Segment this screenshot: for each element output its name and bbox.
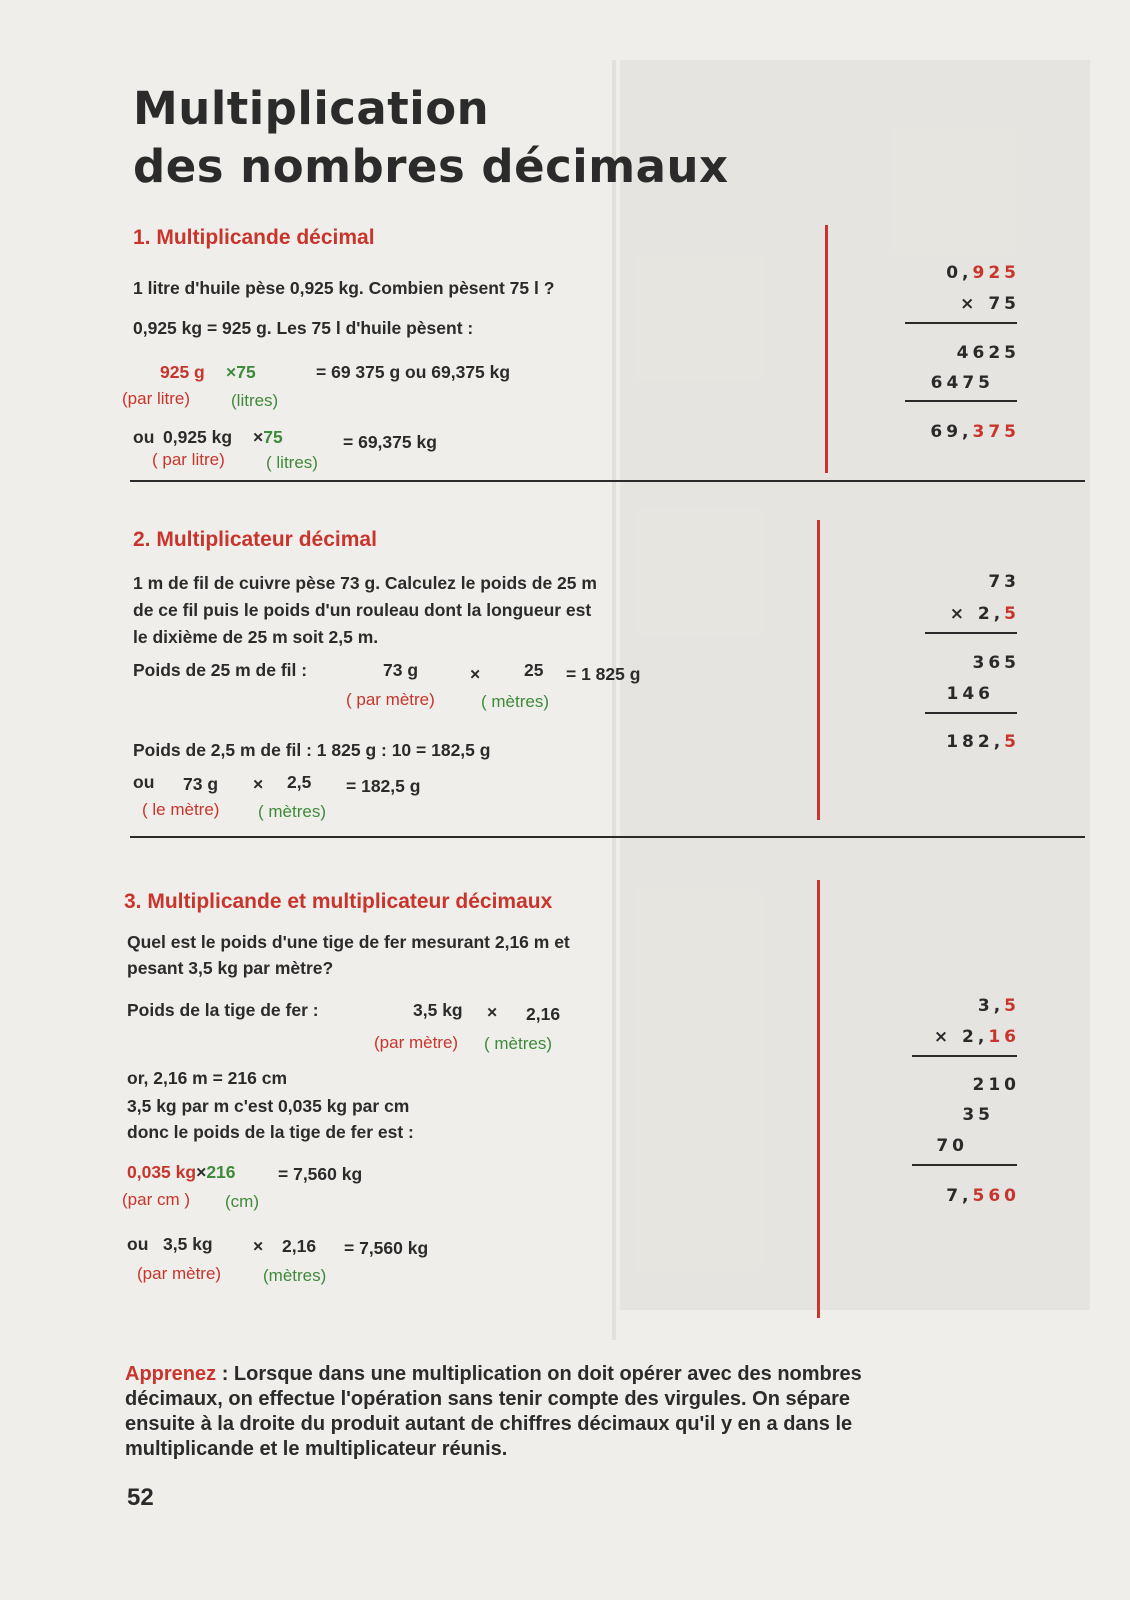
s3-e2-ou: ou (127, 1234, 149, 1254)
s1-e1-label-a: (par litre) (122, 389, 191, 408)
s1-calc-multiplier: × 75 (960, 294, 1020, 314)
s2-calc-product: 182,5 (946, 732, 1020, 752)
page-title-line1: Multiplication (133, 82, 490, 135)
s3-l1-label-a: (par mètre) (374, 1033, 459, 1052)
s2-divider-red (817, 520, 820, 820)
s1-calc-line1 (905, 322, 1017, 324)
s2-line2: Poids de 2,5 m de fil : 1 825 g : 10 = 182,5 g (133, 740, 491, 760)
s2-l3-result: = 182,5 g (346, 776, 421, 796)
s2-l3-label-b: ( mètres) (258, 802, 326, 821)
s3-e2-a: 3,5 kg (163, 1234, 213, 1254)
s2-l1-label-a: ( par mètre) (346, 690, 435, 709)
binding-shadow (612, 60, 616, 1340)
s2-l3-ou: ou (133, 772, 155, 792)
s3-l1-label-b: ( mètres) (484, 1034, 552, 1053)
s3-calc-line1 (912, 1055, 1017, 1057)
s1-divider-red (825, 225, 828, 473)
s1-question: 1 litre d'huile pèse 0,925 kg. Combien pèsent 75 l ? (133, 278, 555, 298)
s1-e2-result: = 69,375 kg (343, 432, 437, 452)
s3-problem-line1: Quel est le poids d'une tige de fer mesurant 2,16 m et (127, 932, 570, 952)
s1-e2-ou: ou (133, 427, 155, 447)
s3-calc-product: 7,560 (946, 1186, 1020, 1206)
s3-calc-partial3: 70 (936, 1136, 968, 1156)
s1-calc-line2 (905, 400, 1017, 402)
s1-e1-op-b: ×75 (226, 362, 256, 382)
section2-heading: 2. Multiplicateur décimal (133, 528, 377, 551)
s3-l1-op: × (487, 1002, 498, 1022)
rule-line2: décimaux, on effectue l'opération sans tenir compte des virgules. On sépare (125, 1388, 850, 1410)
s3-conversion-line: 3,5 kg par m c'est 0,035 kg par cm (127, 1096, 410, 1116)
s2-l1-op: × (470, 664, 481, 684)
s2-l1-lead: Poids de 25 m de fil : (133, 660, 308, 680)
s3-or-line: or, 2,16 m = 216 cm (127, 1068, 288, 1088)
s1-e1-label-b: (litres) (231, 391, 279, 410)
s3-l1-a: 3,5 kg (413, 1000, 463, 1020)
s3-calc-partial2: 35 (962, 1105, 994, 1125)
s1-statement: 0,925 kg = 925 g. Les 75 l d'huile pèsent : (133, 318, 474, 338)
s3-calc-line2 (912, 1164, 1017, 1166)
page-title-line2: des nombres décimaux (133, 140, 729, 193)
s2-calc-multiplicand: 73 (988, 572, 1020, 592)
s2-calc-partial2: 146 (946, 684, 994, 704)
s3-calc-multiplicand: 3,5 (977, 996, 1020, 1016)
s3-e1-label-b: (cm) (225, 1192, 259, 1211)
s2-calc-line1 (925, 632, 1017, 634)
s3-donc-line: donc le poids de la tige de fer est : (127, 1122, 414, 1142)
s2-l3-label-a: ( le mètre) (142, 800, 220, 819)
page-number: 52 (127, 1484, 154, 1511)
rule-label: Apprenez (125, 1363, 217, 1385)
s3-e1-label-a: (par cm ) (122, 1190, 190, 1209)
s3-e2-result: = 7,560 kg (344, 1238, 429, 1258)
s2-problem-line3: le dixième de 25 m soit 2,5 m. (133, 627, 379, 647)
rule-line4: multiplicande et le multiplicateur réunis. (125, 1438, 508, 1460)
s1-calc-multiplicand: 0,925 (946, 263, 1020, 283)
s1-e1-a: 925 g (160, 362, 205, 382)
s3-problem-line2: pesant 3,5 kg par mètre? (127, 958, 334, 978)
s1-e1-result: = 69 375 g ou 69,375 kg (316, 362, 511, 382)
s3-e1-result: = 7,560 kg (278, 1164, 363, 1184)
s3-divider-red (817, 880, 820, 1318)
rule-line3: ensuite à la droite du produit autant de chiffres décimaux qu'il y en a dans le (125, 1413, 853, 1435)
s3-calc-partial1: 210 (972, 1075, 1020, 1095)
s1-e2-label-a: ( par litre) (152, 450, 225, 469)
s2-l1-a: 73 g (383, 660, 419, 680)
s2-problem-line1: 1 m de fil de cuivre pèse 73 g. Calculez le poids de 25 m (133, 573, 597, 593)
s3-l1-b: 2,16 (526, 1004, 561, 1024)
s1-calc-partial2: 6475 (930, 373, 994, 393)
s2-l1-result: = 1 825 g (566, 664, 641, 684)
s3-l1-lead: Poids de la tige de fer : (127, 1000, 319, 1020)
s1-e2-label-b: ( litres) (266, 453, 318, 472)
section1-heading: 1. Multiplicande décimal (133, 226, 375, 249)
s3-e2-b: 2,16 (282, 1236, 317, 1256)
s2-l3-a: 73 g (183, 774, 219, 794)
section3-heading: 3. Multiplicande et multiplicateur décimaux (124, 890, 553, 913)
s1-e2-a: 0,925 kg (163, 427, 233, 447)
s2-problem-line2: de ce fil puis le poids d'un rouleau dont la longueur est (133, 600, 592, 620)
s2-calc-multiplier: × 2,5 (949, 604, 1020, 624)
s2-calc-line2 (925, 712, 1017, 714)
s2-calc-partial1: 365 (972, 653, 1020, 673)
s1-calc-partial1: 4625 (956, 343, 1020, 363)
s2-l1-label-b: ( mètres) (481, 692, 549, 711)
s3-e2-label-b: (mètres) (263, 1266, 327, 1285)
s1-e2-op-b: ×75 (253, 427, 283, 447)
s2-l3-b: 2,5 (287, 772, 312, 792)
section-separator-2 (130, 836, 1085, 838)
s1-calc-product: 69,375 (930, 422, 1020, 442)
s2-l1-b: 25 (524, 660, 544, 680)
s3-e2-op: × (253, 1236, 264, 1256)
s2-l3-op: × (253, 774, 264, 794)
section-separator-1 (130, 480, 1085, 482)
rule-line1: Apprenez : Lorsque dans une multiplication on doit opérer avec des nombres (125, 1363, 862, 1385)
show-through-texture (620, 60, 1090, 1310)
s3-e1: 0,035 kg×216 (127, 1162, 236, 1182)
s3-calc-multiplier: × 2,16 (933, 1027, 1020, 1047)
s3-e2-label-a: (par mètre) (137, 1264, 222, 1283)
